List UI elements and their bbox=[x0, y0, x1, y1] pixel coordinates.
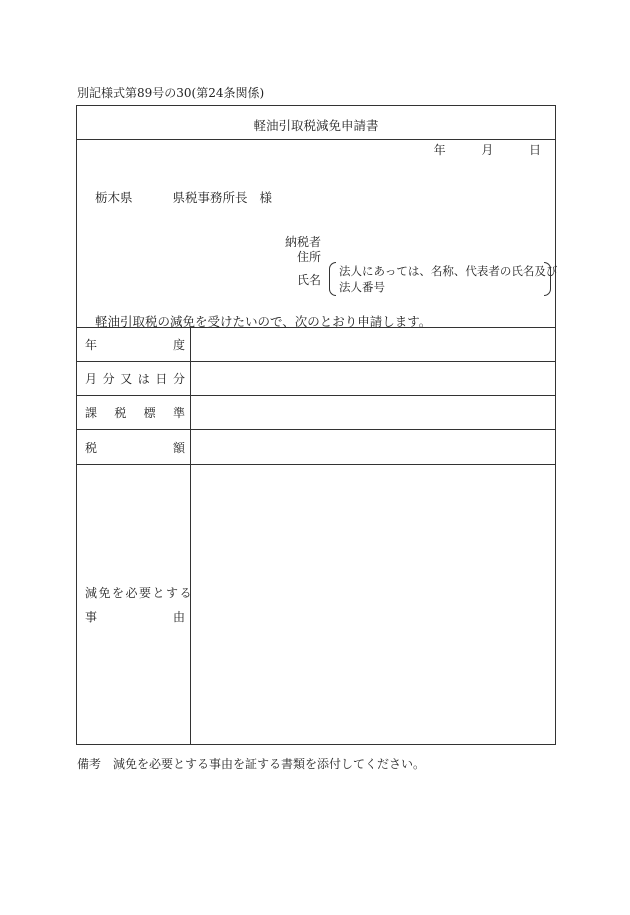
application-form bbox=[76, 105, 556, 745]
date-year-label: 年 bbox=[433, 143, 446, 157]
fiscal-year-label: 年 度 bbox=[85, 338, 185, 352]
bracket-right bbox=[544, 262, 551, 296]
date-field[interactable] bbox=[434, 141, 541, 158]
remarks-note: 備考 減免を必要とする事由を証する書類を添付してください。 bbox=[77, 757, 426, 771]
name-label: 氏名 bbox=[297, 273, 322, 287]
form-title: 軽油引取税減免申請書 bbox=[253, 118, 379, 133]
corporate-note-line1: 法人にあっては、名称、代表者の氏名及び bbox=[339, 264, 558, 278]
reason-label-line1: 減免を必要とする bbox=[85, 586, 194, 600]
addressee bbox=[95, 188, 272, 206]
tax-standard-input[interactable] bbox=[191, 396, 555, 429]
month-or-day-input[interactable] bbox=[191, 362, 555, 395]
form-reference: 別記様式第89号の30(第24条関係) bbox=[77, 86, 265, 100]
month-or-day-label: 月 分 又 は 日 分 bbox=[85, 372, 185, 386]
date-day-label: 日 bbox=[528, 143, 541, 157]
taxpayer-label: 納税者 bbox=[285, 235, 322, 249]
tax-amount-label: 税 額 bbox=[85, 441, 185, 455]
application-statement: 軽油引取税の減免を受けたいので、次のとおり申請します。 bbox=[95, 314, 432, 329]
tax-amount-input[interactable] bbox=[191, 430, 555, 464]
addressee-office: 県税事務所長 bbox=[172, 190, 248, 205]
corporate-note-line2: 法人番号 bbox=[339, 280, 385, 294]
address-label: 住所 bbox=[297, 250, 322, 264]
title-divider bbox=[77, 139, 555, 140]
date-month-label: 月 bbox=[481, 143, 494, 157]
tax-standard-label: 課 税 標 準 bbox=[85, 406, 185, 420]
reason-input[interactable] bbox=[191, 465, 555, 744]
fiscal-year-input[interactable] bbox=[191, 328, 555, 361]
corporate-note bbox=[329, 262, 558, 296]
addressee-prefecture: 栃木県 bbox=[95, 190, 133, 205]
reason-label-line2: 事 由 bbox=[85, 610, 185, 624]
bracket-left bbox=[329, 262, 336, 296]
addressee-honorific: 様 bbox=[259, 190, 273, 205]
